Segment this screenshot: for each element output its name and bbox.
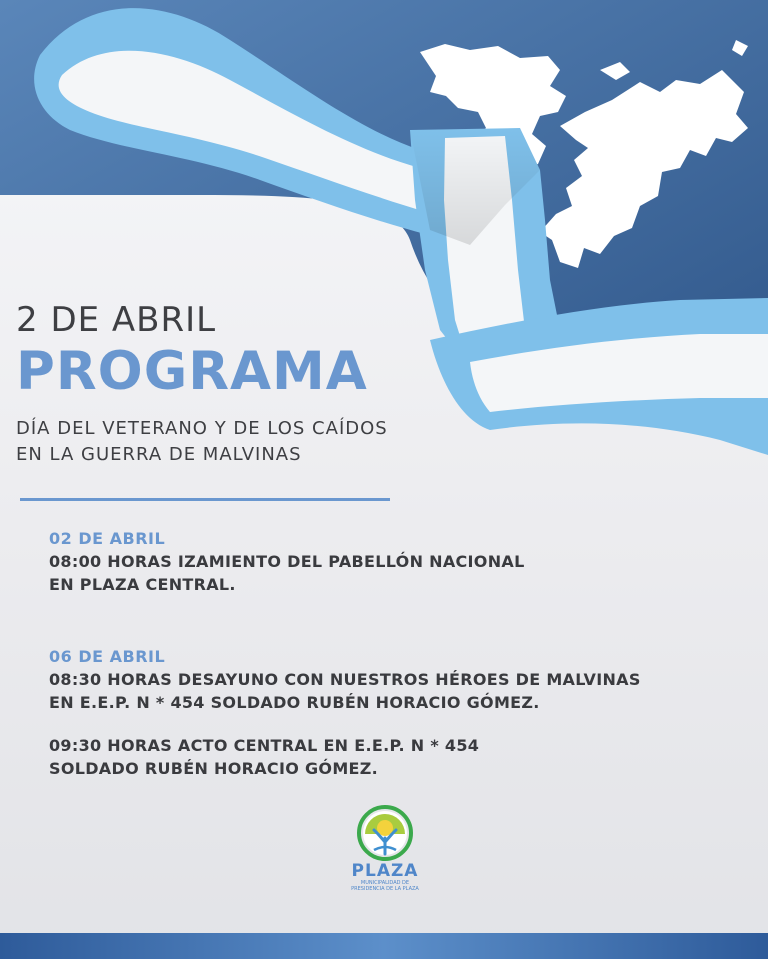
program-heading: PROGRAMA xyxy=(16,341,368,402)
divider xyxy=(20,498,390,501)
subtitle-line-1: DÍA DEL VETERANO Y DE LOS CAÍDOS xyxy=(16,418,388,439)
event-line: EN E.E.P. N * 454 SOLDADO RUBÉN HORACIO GÓMEZ. xyxy=(49,693,540,712)
logo-name: PLAZA xyxy=(351,861,419,881)
event-line: EN PLAZA CENTRAL. xyxy=(49,575,236,594)
event-item xyxy=(49,734,749,780)
subtitle xyxy=(16,416,416,468)
municipality-logo-icon xyxy=(356,804,414,862)
schedule-list xyxy=(49,528,749,780)
municipality-logo xyxy=(340,804,430,900)
day-group-1 xyxy=(49,646,749,780)
event-line: 09:30 HORAS ACTO CENTRAL EN E.E.P. N * 454 xyxy=(49,736,480,755)
event-line: 08:30 HORAS DESAYUNO CON NUESTROS HÉROES DE MALVINAS xyxy=(49,670,641,689)
event-line: 08:00 HORAS IZAMIENTO DEL PABELLÓN NACIONAL xyxy=(49,552,525,571)
logo-subtitle-2: PRESIDENCIA DE LA PLAZA xyxy=(351,886,419,892)
day-group-0 xyxy=(49,528,749,596)
day-label: 02 DE ABRIL xyxy=(49,529,166,548)
footer-band xyxy=(0,933,768,959)
subtitle-line-2: EN LA GUERRA DE MALVINAS xyxy=(16,444,302,465)
day-label: 06 DE ABRIL xyxy=(49,647,166,666)
event-line: SOLDADO RUBÉN HORACIO GÓMEZ. xyxy=(49,759,379,778)
logo-subtitle-1: MUNICIPALIDAD DE xyxy=(360,880,410,886)
date-heading: 2 DE ABRIL xyxy=(16,300,217,340)
title-block xyxy=(16,300,416,468)
